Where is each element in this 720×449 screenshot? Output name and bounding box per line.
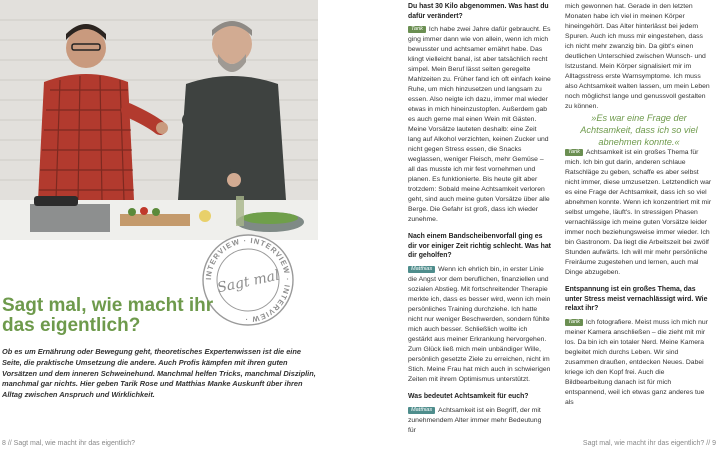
question: Nach einem Bandscheibenvorfall ging es dir vor einiger Zeit richtig schlecht. Was hat dir geholfen? [408, 233, 551, 260]
answer [408, 25, 551, 225]
right-page [360, 0, 720, 449]
speaker-tag: Tarik [408, 26, 426, 33]
page-folio-right: Sagt mal, wie macht ihr das eigentlich? // 9 [582, 440, 716, 447]
answer [408, 265, 551, 385]
answer [408, 406, 551, 436]
question: Was bedeutet Achtsamkeit für euch? [408, 392, 529, 400]
text-column-1 [408, 2, 551, 436]
text-column-2 [565, 2, 713, 408]
answer [565, 318, 713, 408]
stamp-ring-text: INTERVIEW · INTERVIEW · INTERVIEW · [203, 235, 293, 325]
speaker-tag: Tarik [565, 149, 583, 156]
stamp-center-text: Sagt mal [215, 267, 281, 297]
page-headline: Sagt mal, wie macht ihr das eigentlich? [2, 295, 214, 336]
intro-paragraph: Ob es um Ernährung oder Bewegung geht, theoretisches Expertenwissen ist die eine Seite, die praktische Umsetzung die andere. Auch Profis kämpfen mit ihren guten Vorsätzen und dem inneren Schweinehund. Manchmal helfen Tricks, manchmal Disziplin, manchmal gar nichts. Hier geben Tarik Rose und Matthias Manke Auskunft über ihren Alltag zwischen Anspruch und Wirklichkeit. [2, 347, 316, 400]
answer [565, 148, 713, 278]
answer-text: Achtsamkeit ist ein großes Thema für mich. Ich bin gut darin, anderen schlaue Ratschläge zu geben, schaffe es aber selbst nicht immer, diese umzusetzen. Letztendlich war es eine Frage der Achtsamkeit, dass ich so viel abnehmen konnte. Wenn ich konzentriert mit mir selbst umgehe, läuft's. In stressigen Phasen vernachlässige ich meine guten Vorsätze leider immer noch beziehungsweise immer wieder. Ich bin Gastronom. Da liegt die Arbeitszeit bei zwölf Stunden aufwärts. Ich will mir mehr persönliche Freiräume zugestehen und lernen, auch mal Dinge abzugeben. [565, 149, 712, 276]
page-folio-left: 8 // Sagt mal, wie macht ihr das eigentlich? [2, 440, 136, 447]
speaker-tag: Matthias [408, 266, 435, 273]
answer-text: mich gewonnen hat. Gerade in den letzten Monaten habe ich viel in meinen Körper hineingehört. Das Alter hinterlässt bei jedem Spuren. Auch ich muss mir eingestehen, dass ich nicht mehr zwanzig bin. Da gibt's einen deutlichen Unterschied zwischen Wunsch- und Istzustand. Mein Körper signalisiert mir im Alltagsstress erste Warnsymptome. Ich muss also Achtsamkeit walten lassen, um mein Leben noch möglichst lange und genussvoll gestalten zu können. [565, 3, 710, 110]
answer-text: Ich habe zwei Jahre dafür gebraucht. Es ging immer dann wie von allein, wenn ich mich bewusster und achtsamer ernährt habe. Das klingt vielleicht banal, ist aber tatsächlich recht simpel. Mein Beruf lässt selten geregelte Mahlzeiten zu. Früher fand ich oft einfach keine Ruhe, um mich hinzusetzen und langsam zu essen. Also neigte ich dazu, immer mal wieder etwas in mich hineinzustopfen. Außerdem gab es auch gerne mal einen Wein mit Gästen. Meine Vorsätze lauteten deshalb: eine Zeit lang auf Alkohol verzichten, keinen Zucker und nicht gegen Stress essen, die Snacks weglassen, weniger Fleisch, mehr Gemüse – all das musste ich mir fest vornehmen und planen. Es funktionierte. Bis heute gilt aber trotzdem: Sobald meine Achtsamkeit verloren geht, sind auch meine guten Vorsätze über alle Berge. Die Gefahr ist groß, dass ich wieder zunehme. [408, 26, 551, 224]
question: Entspannung ist ein großes Thema, das unter Stress meist vernachlässigt wird. Wie relaxt ihr? [565, 286, 708, 313]
speaker-tag: Tarik [565, 319, 583, 326]
pull-quote: »Es war eine Frage der Achtsamkeit, dass ich so viel abnehmen konnte.« [580, 113, 698, 147]
answer-text: Ich fotografiere. Meist muss ich mich nur meiner Kamera anschließen – die zieht mit mir los. Da bin ich ein totaler Nerd. Meine Kamera begleitet mich durchs Leben. Wir sind zusammen draußen, entdecken Neues. Dabei kriege ich den Kopf frei. Auch die Bildbearbeitung danach ist für mich entspannend, weil ich etwas ganz anderes tue als [565, 318, 708, 406]
answer-text: Achtsamkeit ist ein Begriff, der mit zunehmendem Alter immer mehr Bedeutung für [408, 406, 542, 434]
chefs-photo [0, 0, 318, 240]
speaker-tag: Matthias [408, 407, 435, 414]
answer-text: Wenn ich ehrlich bin, in erster Linie die Angst vor dem beruflichen, finanziellen und sozialen Abstieg. Mit fortschreitender Therapie merkte ich, dass es besser wird, wenn ich mein persönliches Training durchziehe. Ich hatte nicht nur weniger Beschwerden, sondern fühlte mich auch besser. Schließlich wollte ich gestärkt aus meiner Erkrankung hervorgehen. Zum Glück ließ mich mein unbändiger Wille, persönlich gesetzte Ziele zu erreichen, nicht im Stich. Meine Frau hat mich auch in schwierigen Zeiten mit ihrem Optimismus unterstützt. [408, 265, 551, 383]
question: Du hast 30 Kilo abgenommen. Was hast du dafür verändert? [408, 3, 549, 20]
